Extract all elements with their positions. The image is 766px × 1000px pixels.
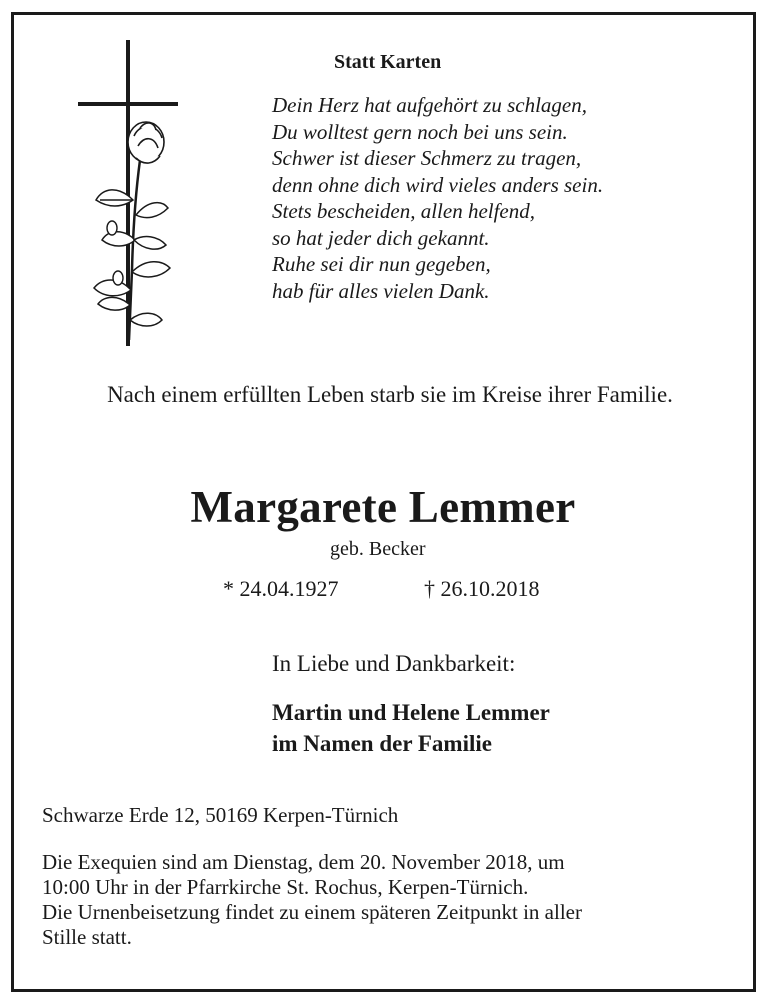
poem-line: Ruhe sei dir nun gegeben,	[272, 252, 491, 276]
address: Schwarze Erde 12, 50169 Kerpen-Türnich	[42, 803, 399, 827]
signer-line: im Namen der Familie	[272, 731, 492, 756]
poem-line: Schwer ist dieser Schmerz zu tragen,	[272, 146, 582, 170]
cross-with-rose-icon	[78, 40, 178, 346]
poem-line: Dein Herz hat aufgehört zu schlagen,	[272, 93, 587, 117]
service-line: 10:00 Uhr in der Pfarrkirche St. Rochus, Kerpen-Türnich.	[42, 875, 529, 899]
death-date: † 26.10.2018	[424, 576, 540, 601]
poem-line: Stets bescheiden, allen helfend,	[272, 199, 536, 223]
heading-statt-karten: Statt Karten	[334, 51, 442, 73]
poem-line: so hat jeder dich gekannt.	[272, 225, 490, 250]
service-line: Die Exequien sind am Dienstag, dem 20. November 2018, um	[42, 850, 565, 874]
service-info	[42, 850, 742, 950]
birth-date: * 24.04.1927	[223, 576, 339, 601]
poem-line: denn ohne dich wird vieles anders sein.	[272, 172, 604, 197]
intro-text: Nach einem erfüllten Leben starb sie im Kreise ihrer Familie.	[107, 382, 673, 407]
gratitude-line: In Liebe und Dankbarkeit:	[272, 651, 516, 676]
signers	[272, 697, 550, 759]
poem-line: Du wolltest gern noch bei uns sein.	[272, 119, 568, 144]
service-line: Stille statt.	[42, 925, 132, 949]
maiden-name: geb. Becker	[330, 538, 426, 560]
poem-line: hab für alles vielen Dank.	[272, 278, 490, 303]
poem	[272, 92, 603, 304]
signer-line: Martin und Helene Lemmer	[272, 700, 550, 725]
deceased-name: Margarete Lemmer	[190, 482, 576, 532]
service-line: Die Urnenbeisetzung findet zu einem späteren Zeitpunkt in aller	[42, 900, 582, 924]
